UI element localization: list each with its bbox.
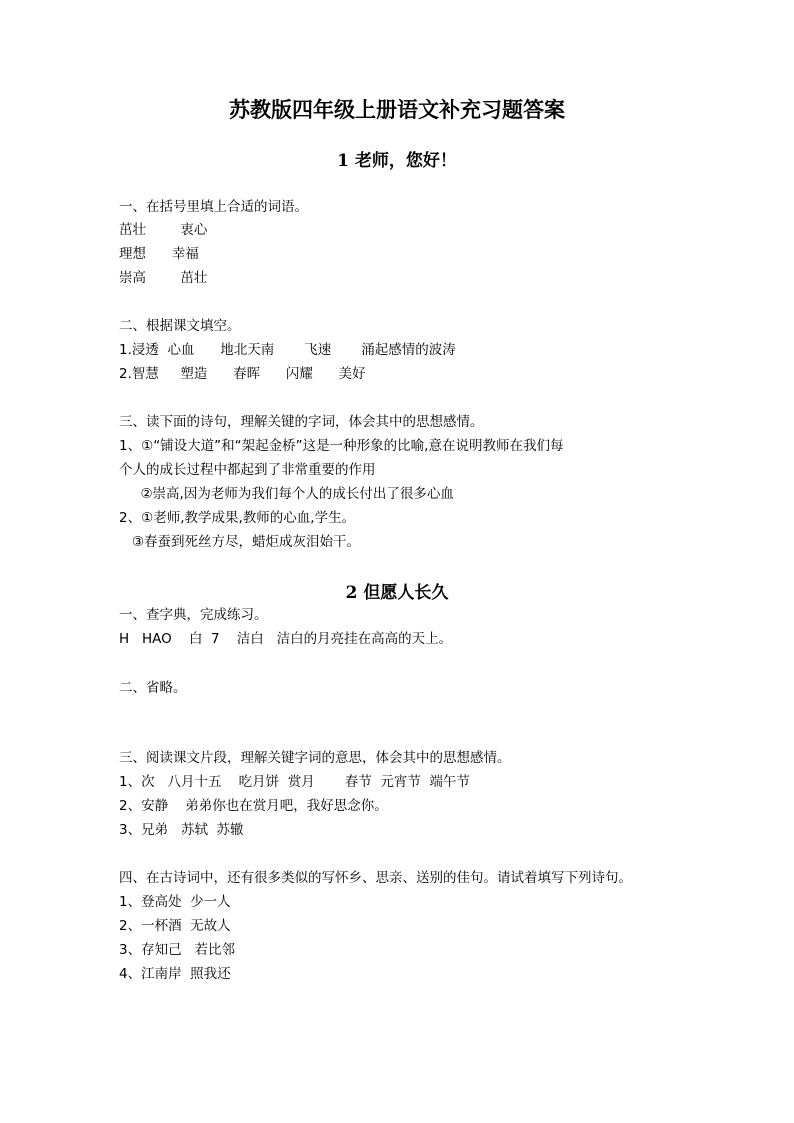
lesson-1-answer-line: ②崇高,因为老师为我们每个人的成长付出了很多心血 — [119, 486, 454, 502]
lesson-1-heading: 1 老师，您好！ — [337, 151, 457, 171]
lesson-2-answer-line: 4、江南岸 照我还 — [119, 966, 231, 982]
lesson-2-section-3-heading: 三、阅读课文片段，理解关键字词的意思，体会其中的思想感情。 — [119, 750, 511, 766]
document-title: 苏教版四年级上册语文补充习题答案 — [229, 97, 565, 122]
lesson-1-answer-line: 1、①“铺设大道”和“架起金桥”这是一种形象的比喻,意在说明教师在我们每 — [119, 438, 564, 454]
lesson-2-section-2-heading: 二、省略。 — [119, 680, 187, 696]
lesson-1-section-3-heading: 三、读下面的诗句，理解关键的字词，体会其中的思想感情。 — [119, 414, 484, 430]
lesson-1-answer-line: 茁壮 衷心 — [119, 222, 208, 238]
lesson-1-answer-line: 1.浸透 心血 地北天南 飞速 涌起感情的波涛 — [119, 342, 456, 358]
lesson-2-answer-line: H HAO 白 7 洁白 洁白的月亮挂在高高的天上。 — [119, 631, 453, 647]
lesson-1-section-2-heading: 二、根据课文填空。 — [119, 318, 241, 334]
lesson-2-section-4-heading: 四、在古诗词中，还有很多类似的写怀乡、思亲、送别的佳句。请试着填写下列诗句。 — [119, 870, 632, 886]
lesson-2-answer-line: 1、登高处 少一人 — [119, 894, 231, 910]
lesson-2-answer-line: 2、安静 弟弟你也在赏月吧，我好思念你。 — [119, 798, 388, 814]
lesson-1-answer-line: 2、①老师,教学成果,教师的心血,学生。 — [119, 510, 356, 526]
lesson-1-answer-line: 个人的成长过程中都起到了非常重要的作用 — [119, 462, 376, 478]
lesson-2-section-1-heading: 一、查字典，完成练习。 — [119, 607, 268, 623]
lesson-2-answer-line: 1、次 八月十五 吃月饼 赏月 春节 元宵节 端午节 — [119, 774, 470, 790]
lesson-2-answer-line: 3、存知己 若比邻 — [119, 942, 235, 958]
lesson-1-section-1-heading: 一、在括号里填上合适的词语。 — [119, 199, 308, 215]
lesson-2-answer-line: 3、兄弟 苏轼 苏辙 — [119, 822, 244, 838]
lesson-1-answer-line: 理想 幸福 — [119, 246, 199, 262]
lesson-1-answer-line: 崇高 茁壮 — [119, 270, 208, 286]
lesson-1-answer-line: ③春蚕到死丝方尽，蜡炬成灰泪始干。 — [119, 534, 360, 550]
lesson-2-heading: 2 但愿人长久 — [345, 583, 449, 603]
lesson-2-answer-line: 2、一杯酒 无故人 — [119, 918, 231, 934]
lesson-1-answer-line: 2.智慧 塑造 春晖 闪耀 美好 — [119, 366, 366, 382]
